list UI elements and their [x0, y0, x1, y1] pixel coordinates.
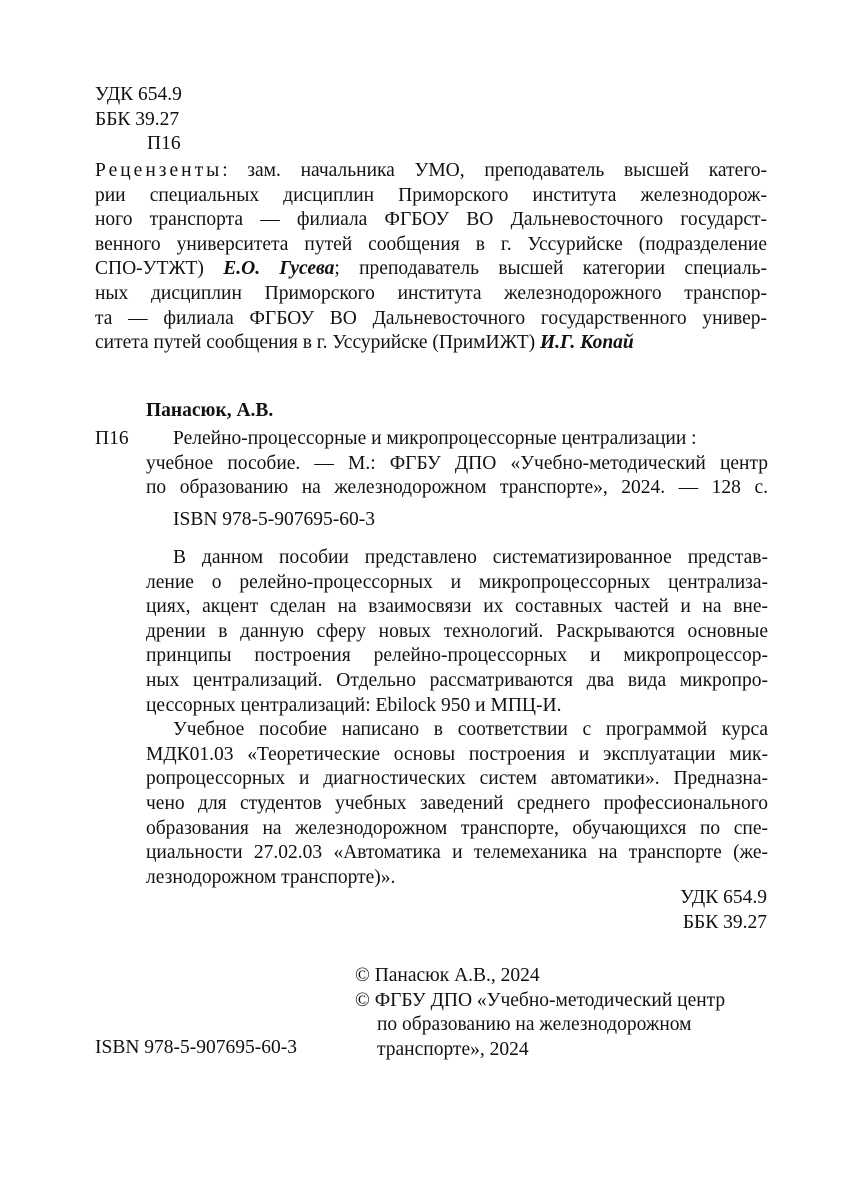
abstract-p2-line-2: МДК01.03 «Теоретические основы построения и эксплуатации мик-: [146, 743, 768, 765]
abstract: [146, 546, 768, 890]
abstract-p2-line-6: циальности 27.02.03 «Автоматика и телемеханика на транспорте (же-: [146, 842, 768, 864]
reviewers-block: [95, 159, 767, 356]
copyright-publisher: © ФГБУ ДПО «Учебно-методический центр: [355, 989, 726, 1011]
reviewers-label: Рецензенты: [95, 160, 223, 181]
bbk-code: ББК 39.27: [95, 108, 180, 130]
copyright-publisher-line-3: транспорте», 2024: [377, 1038, 529, 1060]
abstract-p1-line-7: цессорных централизаций: Ebilock 950 и МПЦ-И.: [146, 694, 562, 716]
copyright-publisher-line-2: по образованию на железнодорожном: [377, 1014, 692, 1036]
abstract-p2-line-4: чено для студентов учебных заведений среднего профессионального: [146, 792, 768, 814]
abstract-p2-line-3: ропроцессорных и диагностических систем автоматики». Предназна-: [146, 768, 768, 790]
reviewers-line-1: Рецензенты: зам. начальника УМО, преподаватель высшей катего-: [95, 160, 767, 181]
reviewers-line-8: ситета путей сообщения в г. Уссурийске (ПримИЖТ) И.Г. Копай: [95, 332, 634, 354]
reviewers-line-5: СПО-УТЖТ) Е.О. Гусева; преподаватель высшей категории специаль-: [95, 258, 767, 280]
footer-bbk: ББК 39.27: [682, 911, 767, 933]
footer-codes: [560, 886, 767, 935]
reviewers-line-2: рии специальных дисциплин Приморского института железнодорож-: [95, 184, 767, 206]
bib-code: П16: [95, 428, 129, 449]
bib-description: [146, 427, 768, 532]
header-codes: [95, 83, 182, 157]
copyright-author: © Панасюк А.В., 2024: [355, 965, 540, 986]
abstract-p2-line-1: Учебное пособие написано в соответствии с программой курса: [173, 719, 768, 741]
author-sign: П16: [147, 133, 181, 155]
reviewers-line-7: та — филиала ФГБОУ ВО Дальневосточного государственного универ-: [95, 307, 767, 329]
bib-line-3: по образованию на железнодорожном транспорте», 2024. — 128 с.: [146, 477, 768, 499]
abstract-p1-line-3: циях, акцент сделан на взаимосвязи их составных частей и на вне-: [146, 596, 768, 618]
bib-line-1: Релейно-процессорные и микропроцессорные централизации :: [173, 428, 697, 449]
reviewers-line-4: венного университета путей сообщения в г. Уссурийске (подразделение: [95, 233, 767, 255]
abstract-p1-line-1: В данном пособии представлено систематизированное представ-: [173, 547, 768, 568]
abstract-p1-line-2: ление о релейно-процессорных и микропроцессорных централиза-: [146, 571, 768, 593]
copyright-block: [355, 964, 725, 1062]
reviewers-line-3: ного транспорта — филиала ФГБОУ ВО Дальневосточного государст-: [95, 209, 767, 231]
isbn-bottom: ISBN 978-5-907695-60-3: [95, 1037, 298, 1058]
abstract-p1-line-4: дрении в данную сферу новых технологий. Раскрываются основные: [146, 620, 768, 642]
abstract-p2-line-7: лезнодорожном транспорте)».: [146, 866, 396, 888]
reviewer-name-1: Е.О. Гусева: [223, 258, 335, 280]
abstract-p1-line-6: ных централизаций. Отдельно рассматриваются два вида микропро-: [146, 669, 768, 691]
abstract-p2-line-5: образования на железнодорожном транспорте, обучающихся по спе-: [146, 817, 768, 839]
udk-code: УДК 654.9: [95, 84, 182, 105]
reviewer-name-2: И.Г. Копай: [540, 332, 634, 354]
reviewers-line-6: ных дисциплин Приморского института железнодорожного транспор-: [95, 282, 767, 304]
bib-isbn: ISBN 978-5-907695-60-3: [173, 508, 376, 530]
abstract-p1-line-5: принципы построения релейно-процессорных и микропроцессор-: [146, 645, 768, 667]
footer-udk: УДК 654.9: [680, 887, 767, 908]
bib-line-2: учебное пособие. — М.: ФГБУ ДПО «Учебно-методический центр: [146, 452, 768, 474]
author-heading: Панасюк, А.В.: [146, 400, 274, 421]
